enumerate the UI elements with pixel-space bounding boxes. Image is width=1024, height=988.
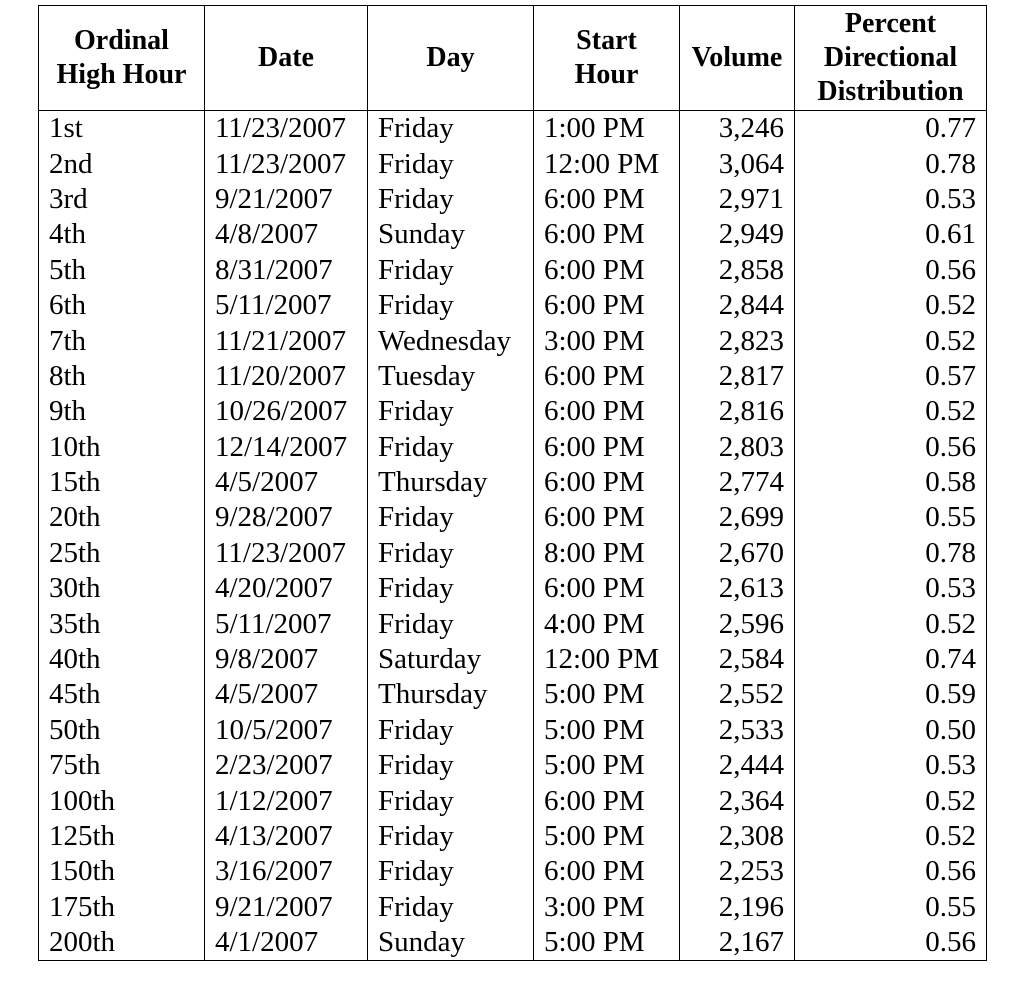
cell-date: 11/20/2007 xyxy=(205,359,368,394)
cell-ordinal: 150th xyxy=(39,854,205,889)
cell-day: Saturday xyxy=(368,642,534,677)
cell-day: Friday xyxy=(368,111,534,147)
cell-date: 4/8/2007 xyxy=(205,217,368,252)
cell-day: Thursday xyxy=(368,465,534,500)
cell-ordinal: 125th xyxy=(39,819,205,854)
cell-ordinal: 15th xyxy=(39,465,205,500)
table-row xyxy=(39,359,987,394)
cell-day: Tuesday xyxy=(368,359,534,394)
cell-day: Wednesday xyxy=(368,323,534,358)
cell-ordinal: 100th xyxy=(39,783,205,818)
cell-date: 5/11/2007 xyxy=(205,606,368,641)
cell-day: Friday xyxy=(368,854,534,889)
table-row xyxy=(39,606,987,641)
cell-day: Friday xyxy=(368,182,534,217)
clipped-text-fragment xyxy=(882,0,922,4)
cell-percent-distribution: 0.58 xyxy=(795,465,987,500)
cell-date: 10/5/2007 xyxy=(205,713,368,748)
cell-volume: 2,533 xyxy=(680,713,795,748)
table-row xyxy=(39,394,987,429)
cell-volume: 2,858 xyxy=(680,253,795,288)
cell-start-hour: 6:00 PM xyxy=(534,465,680,500)
header-start-hour: Start Hour xyxy=(534,6,680,111)
cell-day: Friday xyxy=(368,713,534,748)
cell-date: 8/31/2007 xyxy=(205,253,368,288)
cell-ordinal: 10th xyxy=(39,430,205,465)
cell-date: 11/21/2007 xyxy=(205,323,368,358)
cell-start-hour: 4:00 PM xyxy=(534,606,680,641)
cell-date: 9/21/2007 xyxy=(205,890,368,925)
cell-start-hour: 6:00 PM xyxy=(534,500,680,535)
cell-percent-distribution: 0.78 xyxy=(795,146,987,181)
cell-date: 4/5/2007 xyxy=(205,465,368,500)
cell-day: Sunday xyxy=(368,217,534,252)
cell-ordinal: 25th xyxy=(39,536,205,571)
cell-volume: 2,167 xyxy=(680,925,795,961)
cell-ordinal: 40th xyxy=(39,642,205,677)
cell-date: 3/16/2007 xyxy=(205,854,368,889)
cell-start-hour: 6:00 PM xyxy=(534,253,680,288)
cell-ordinal: 3rd xyxy=(39,182,205,217)
cell-ordinal: 75th xyxy=(39,748,205,783)
cell-start-hour: 6:00 PM xyxy=(534,783,680,818)
header-percent-directional-distribution: Percent Directional Distribution xyxy=(795,6,987,111)
cell-volume: 2,613 xyxy=(680,571,795,606)
cell-start-hour: 6:00 PM xyxy=(534,359,680,394)
cell-start-hour: 3:00 PM xyxy=(534,323,680,358)
table-row xyxy=(39,323,987,358)
cell-start-hour: 5:00 PM xyxy=(534,677,680,712)
cell-start-hour: 5:00 PM xyxy=(534,925,680,961)
cell-ordinal: 7th xyxy=(39,323,205,358)
cell-ordinal: 50th xyxy=(39,713,205,748)
table-row xyxy=(39,925,987,961)
cell-ordinal: 1st xyxy=(39,111,205,147)
cell-date: 9/8/2007 xyxy=(205,642,368,677)
cell-ordinal: 9th xyxy=(39,394,205,429)
cell-day: Friday xyxy=(368,146,534,181)
cell-start-hour: 5:00 PM xyxy=(534,713,680,748)
table-row xyxy=(39,465,987,500)
cell-percent-distribution: 0.52 xyxy=(795,819,987,854)
cell-start-hour: 6:00 PM xyxy=(534,288,680,323)
table-row xyxy=(39,783,987,818)
table-row xyxy=(39,288,987,323)
cell-start-hour: 1:00 PM xyxy=(534,111,680,147)
cell-volume: 2,803 xyxy=(680,430,795,465)
cell-start-hour: 12:00 PM xyxy=(534,146,680,181)
cell-day: Friday xyxy=(368,606,534,641)
cell-volume: 2,308 xyxy=(680,819,795,854)
cell-percent-distribution: 0.52 xyxy=(795,783,987,818)
cell-ordinal: 8th xyxy=(39,359,205,394)
cell-percent-distribution: 0.56 xyxy=(795,925,987,961)
cell-volume: 3,246 xyxy=(680,111,795,147)
cell-date: 4/5/2007 xyxy=(205,677,368,712)
table-row xyxy=(39,182,987,217)
cell-start-hour: 6:00 PM xyxy=(534,217,680,252)
cell-start-hour: 6:00 PM xyxy=(534,571,680,606)
cell-day: Friday xyxy=(368,288,534,323)
table-row xyxy=(39,253,987,288)
cell-day: Friday xyxy=(368,430,534,465)
cell-volume: 2,253 xyxy=(680,854,795,889)
table-row xyxy=(39,217,987,252)
table-header-row xyxy=(39,6,987,111)
table-row xyxy=(39,146,987,181)
cell-date: 5/11/2007 xyxy=(205,288,368,323)
table-row xyxy=(39,819,987,854)
cell-start-hour: 5:00 PM xyxy=(534,819,680,854)
cell-date: 11/23/2007 xyxy=(205,111,368,147)
cell-volume: 2,699 xyxy=(680,500,795,535)
cell-day: Friday xyxy=(368,819,534,854)
cell-ordinal: 20th xyxy=(39,500,205,535)
table-row xyxy=(39,854,987,889)
cell-percent-distribution: 0.52 xyxy=(795,606,987,641)
table-body xyxy=(39,111,987,961)
cell-percent-distribution: 0.53 xyxy=(795,182,987,217)
cell-start-hour: 6:00 PM xyxy=(534,854,680,889)
table-row xyxy=(39,500,987,535)
cell-volume: 2,584 xyxy=(680,642,795,677)
cell-day: Friday xyxy=(368,394,534,429)
cell-day: Friday xyxy=(368,253,534,288)
cell-volume: 2,817 xyxy=(680,359,795,394)
cell-volume: 3,064 xyxy=(680,146,795,181)
cell-percent-distribution: 0.52 xyxy=(795,323,987,358)
cell-start-hour: 5:00 PM xyxy=(534,748,680,783)
table-row xyxy=(39,677,987,712)
cell-date: 2/23/2007 xyxy=(205,748,368,783)
cell-volume: 2,774 xyxy=(680,465,795,500)
cell-volume: 2,670 xyxy=(680,536,795,571)
cell-percent-distribution: 0.56 xyxy=(795,854,987,889)
table-row xyxy=(39,111,987,147)
cell-date: 4/13/2007 xyxy=(205,819,368,854)
table-row xyxy=(39,748,987,783)
cell-date: 4/1/2007 xyxy=(205,925,368,961)
cell-volume: 2,971 xyxy=(680,182,795,217)
cell-date: 12/14/2007 xyxy=(205,430,368,465)
cell-day: Friday xyxy=(368,783,534,818)
cell-percent-distribution: 0.78 xyxy=(795,536,987,571)
cell-date: 9/21/2007 xyxy=(205,182,368,217)
cell-day: Thursday xyxy=(368,677,534,712)
cell-volume: 2,552 xyxy=(680,677,795,712)
cell-percent-distribution: 0.53 xyxy=(795,571,987,606)
cell-day: Friday xyxy=(368,536,534,571)
cell-ordinal: 175th xyxy=(39,890,205,925)
table-row xyxy=(39,571,987,606)
cell-start-hour: 8:00 PM xyxy=(534,536,680,571)
cell-percent-distribution: 0.61 xyxy=(795,217,987,252)
cell-volume: 2,949 xyxy=(680,217,795,252)
cell-percent-distribution: 0.59 xyxy=(795,677,987,712)
cell-start-hour: 3:00 PM xyxy=(534,890,680,925)
cell-start-hour: 6:00 PM xyxy=(534,182,680,217)
cell-ordinal: 2nd xyxy=(39,146,205,181)
cell-start-hour: 12:00 PM xyxy=(534,642,680,677)
cell-percent-distribution: 0.57 xyxy=(795,359,987,394)
cell-percent-distribution: 0.52 xyxy=(795,288,987,323)
cell-date: 9/28/2007 xyxy=(205,500,368,535)
cell-day: Friday xyxy=(368,748,534,783)
cell-percent-distribution: 0.50 xyxy=(795,713,987,748)
ordinal-high-hour-table xyxy=(38,5,987,961)
table-row xyxy=(39,536,987,571)
cell-volume: 2,844 xyxy=(680,288,795,323)
cell-volume: 2,444 xyxy=(680,748,795,783)
cell-ordinal: 200th xyxy=(39,925,205,961)
cell-percent-distribution: 0.52 xyxy=(795,394,987,429)
table-row xyxy=(39,713,987,748)
cell-date: 11/23/2007 xyxy=(205,146,368,181)
cell-ordinal: 45th xyxy=(39,677,205,712)
cell-ordinal: 30th xyxy=(39,571,205,606)
cell-percent-distribution: 0.55 xyxy=(795,890,987,925)
header-ordinal-high-hour: Ordinal High Hour xyxy=(39,6,205,111)
table-row xyxy=(39,642,987,677)
cell-ordinal: 5th xyxy=(39,253,205,288)
cell-ordinal: 6th xyxy=(39,288,205,323)
cell-volume: 2,596 xyxy=(680,606,795,641)
cell-day: Friday xyxy=(368,890,534,925)
cell-volume: 2,364 xyxy=(680,783,795,818)
cell-date: 10/26/2007 xyxy=(205,394,368,429)
header-date: Date xyxy=(205,6,368,111)
cell-percent-distribution: 0.56 xyxy=(795,253,987,288)
cell-volume: 2,823 xyxy=(680,323,795,358)
cell-percent-distribution: 0.56 xyxy=(795,430,987,465)
data-table-container xyxy=(38,5,986,961)
cell-percent-distribution: 0.77 xyxy=(795,111,987,147)
cell-day: Friday xyxy=(368,500,534,535)
cell-day: Sunday xyxy=(368,925,534,961)
cell-day: Friday xyxy=(368,571,534,606)
cell-ordinal: 35th xyxy=(39,606,205,641)
header-volume: Volume xyxy=(680,6,795,111)
cell-volume: 2,816 xyxy=(680,394,795,429)
cell-date: 1/12/2007 xyxy=(205,783,368,818)
cell-date: 11/23/2007 xyxy=(205,536,368,571)
cell-start-hour: 6:00 PM xyxy=(534,394,680,429)
table-row xyxy=(39,430,987,465)
table-row xyxy=(39,890,987,925)
cell-date: 4/20/2007 xyxy=(205,571,368,606)
cell-percent-distribution: 0.53 xyxy=(795,748,987,783)
cell-start-hour: 6:00 PM xyxy=(534,430,680,465)
cell-volume: 2,196 xyxy=(680,890,795,925)
cell-percent-distribution: 0.74 xyxy=(795,642,987,677)
header-day: Day xyxy=(368,6,534,111)
cell-percent-distribution: 0.55 xyxy=(795,500,987,535)
cell-ordinal: 4th xyxy=(39,217,205,252)
